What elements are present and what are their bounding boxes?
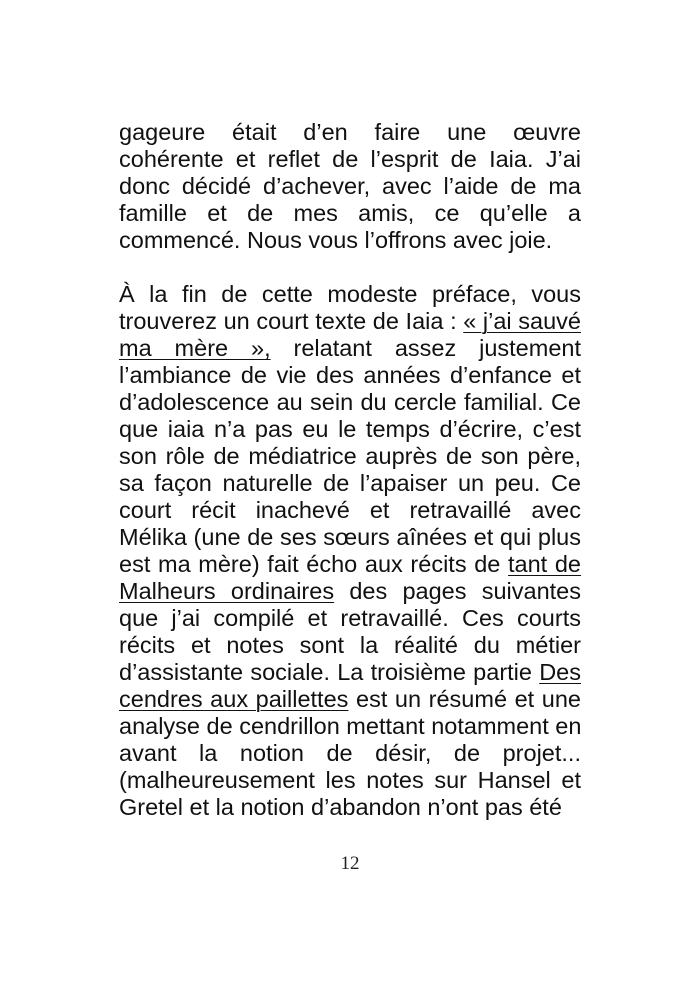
text-line xyxy=(119,470,581,497)
text-line xyxy=(119,551,581,578)
line-text: des pages suivantes xyxy=(334,578,581,604)
line-text: récits et notes sont la réalité du métier xyxy=(119,632,581,658)
line-text: l’ambiance de vie des années d’enfance et xyxy=(119,362,581,388)
underlined-title: cendres aux paillettes xyxy=(119,686,349,712)
line-text: relatant assez justement xyxy=(270,335,581,361)
paragraph-1 xyxy=(119,119,581,254)
text-line xyxy=(119,659,581,686)
underlined-title: Des xyxy=(539,659,581,685)
line-text: est ma mère) fait écho aux récits de xyxy=(119,551,509,577)
underlined-title: tant de xyxy=(508,551,581,577)
line-text: son rôle de médiatrice auprès de son père, xyxy=(119,443,581,469)
text-line xyxy=(119,416,581,443)
line-text: analyse de cendrillon mettant notamment en xyxy=(119,713,582,739)
text-line xyxy=(119,146,581,173)
text-line xyxy=(119,227,581,254)
paragraph-2 xyxy=(119,281,581,821)
text-line xyxy=(119,173,581,200)
line-text: court récit inachevé et retravaillé avec xyxy=(119,497,581,523)
line-text: d’assistante sociale. La troisième partie xyxy=(119,659,540,685)
line-text: sa façon naturelle de l’apaiser un peu. Ce xyxy=(119,470,581,496)
text-line xyxy=(119,524,581,551)
page-number: 12 xyxy=(340,853,360,874)
text-line xyxy=(119,362,581,389)
underlined-title: ma mère », xyxy=(119,335,271,361)
text-line xyxy=(119,389,581,416)
text-line xyxy=(119,443,581,470)
text-line xyxy=(119,686,581,713)
text-line xyxy=(119,308,581,335)
text-line xyxy=(119,281,581,308)
text-line xyxy=(119,767,581,794)
text-line xyxy=(119,605,581,632)
line-text: que j’ai compilé et retravaillé. Ces courts xyxy=(119,605,581,631)
line-text: gageure était d’en faire une œuvre xyxy=(119,119,581,145)
text-line xyxy=(119,119,581,146)
line-text: trouverez un court texte de Iaia : xyxy=(119,308,464,334)
line-text: cohérente et reflet de l’esprit de Iaia. J’ai xyxy=(119,146,581,172)
underlined-title: Malheurs ordinaires xyxy=(119,578,335,604)
line-text: famille et de mes amis, ce qu’elle a xyxy=(119,200,581,226)
line-text: donc décidé d’achever, avec l’aide de ma xyxy=(119,173,581,199)
text-line xyxy=(119,578,581,605)
line-text: commencé. Nous vous l’offrons avec joie. xyxy=(119,227,553,253)
line-text: À la fin de cette modeste préface, vous xyxy=(119,281,581,307)
line-text: avant la notion de désir, de projet... xyxy=(119,740,581,766)
text-line xyxy=(119,632,581,659)
line-text: est un résumé et une xyxy=(348,686,581,712)
line-text: Mélika (une de ses sœurs aînées et qui plus xyxy=(119,524,581,550)
line-text: Gretel et la notion d’abandon n’ont pas été xyxy=(119,794,562,820)
text-line xyxy=(119,794,581,821)
underlined-title: « j’ai sauvé xyxy=(463,308,581,334)
line-text: d’adolescence au sein du cercle familial. Ce xyxy=(119,389,581,415)
line-text: que iaia n’a pas eu le temps d’écrire, c’est xyxy=(119,416,581,442)
text-line xyxy=(119,200,581,227)
line-text: (malheureusement les notes sur Hansel et xyxy=(119,767,581,793)
text-line xyxy=(119,740,581,767)
text-line xyxy=(119,713,581,740)
text-line xyxy=(119,335,581,362)
text-line xyxy=(119,497,581,524)
